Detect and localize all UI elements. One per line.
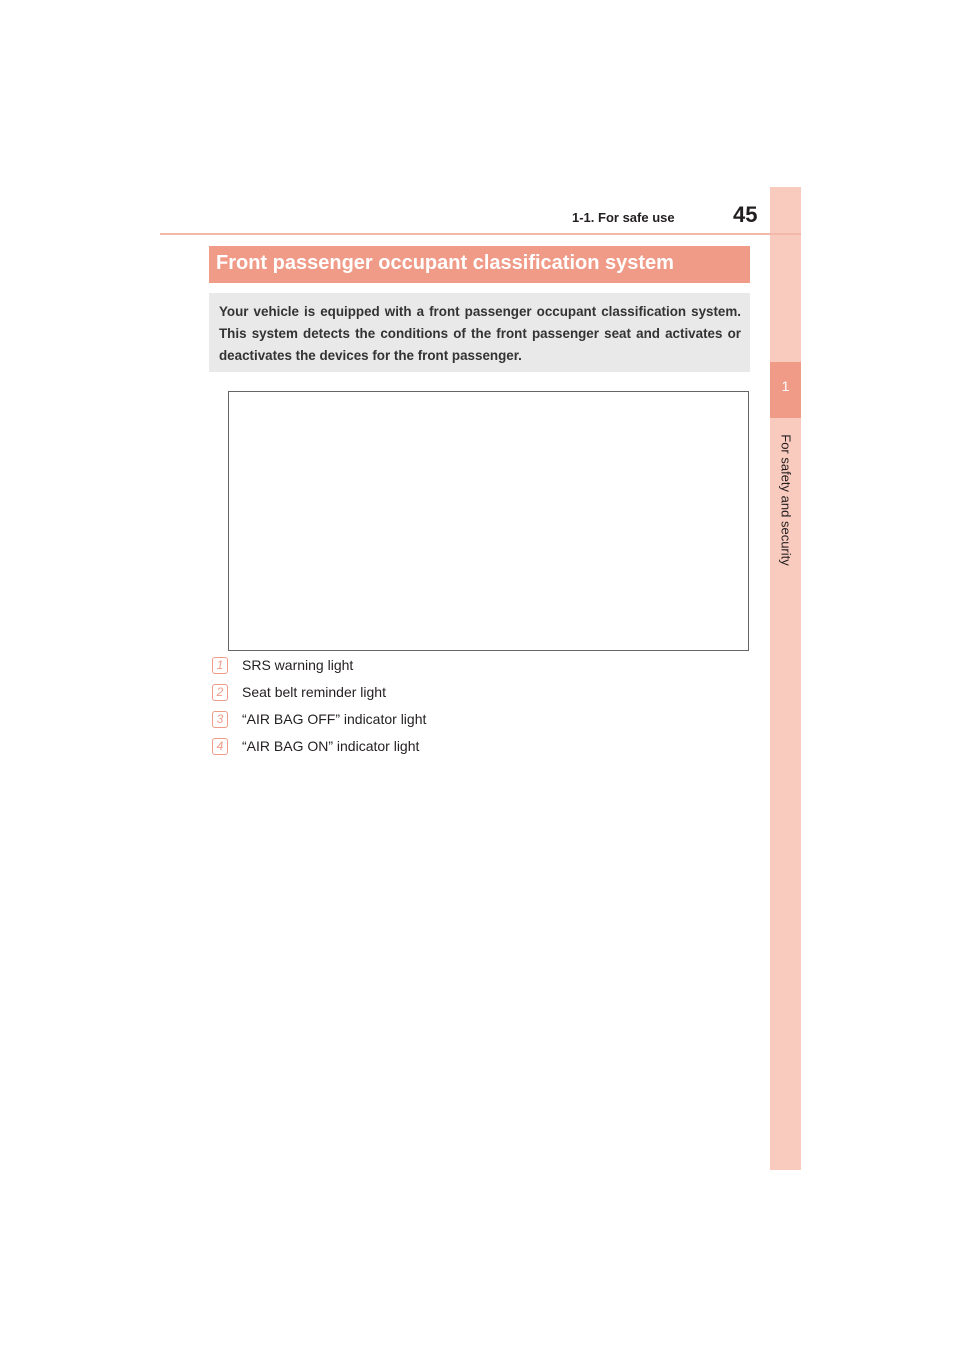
illustration-frame: [228, 391, 749, 651]
intro-text: Your vehicle is equipped with a front passenger occupant classification system. This system detects the conditions of the front passenger seat and activates or deactivates the devices for the front passenger.: [219, 304, 741, 363]
legend-label: “AIR BAG ON” indicator light: [242, 738, 420, 754]
legend-badge: 4: [212, 738, 228, 755]
legend-label: Seat belt reminder light: [242, 684, 386, 700]
section-title: 1-1. For safe use: [572, 210, 675, 225]
legend-label: “AIR BAG OFF” indicator light: [242, 711, 427, 727]
section-heading: Front passenger occupant classification system: [216, 252, 674, 274]
page-number: 45: [733, 202, 758, 227]
legend-badge: 3: [212, 711, 228, 728]
legend-badge: 1: [212, 657, 228, 674]
header-rule: [160, 233, 801, 235]
section-heading-bar: [209, 246, 750, 283]
side-tab: [770, 187, 801, 1170]
intro-box: [209, 293, 750, 372]
legend-label: SRS warning light: [242, 657, 354, 673]
chapter-title: For safety and security: [778, 434, 794, 566]
chapter-number: 1: [781, 378, 790, 394]
legend-badge: 2: [212, 684, 228, 701]
